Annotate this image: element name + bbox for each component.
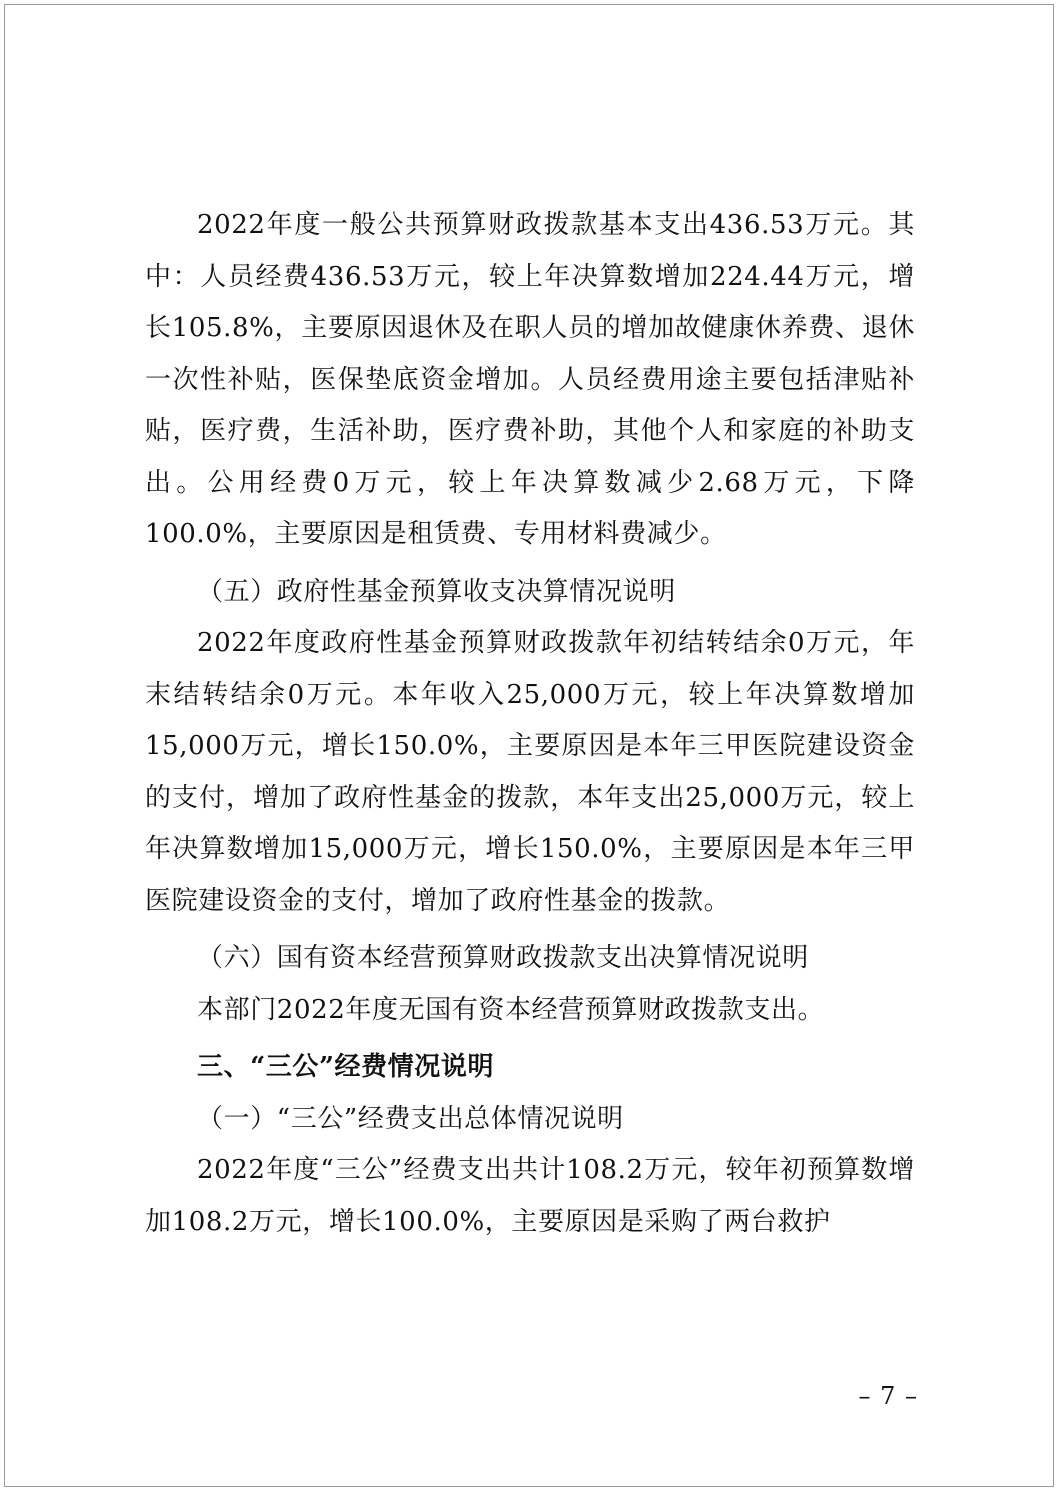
paragraph-basic-expenditure: 2022年度一般公共预算财政拨款基本支出436.53万元。其中：人员经费436.53万元，较上年决算数增加224.44万元，增长105.8%，主要原因退休及在职人员的增加故健康休养费、退休一次性补贴，医保垫底资金增加。人员经费用途主要包括津贴补贴，医疗费，生活补助，医疗费补助，其他个人和家庭的补助支出。公用经费0万元，较上年决算数减少2.68万元，下降100.0%，主要原因是租赁费、专用材料费减少。 <box>145 210 915 549</box>
paragraph-three-public-overview: 2022年度“三公”经费支出共计108.2万元，较年初预算数增加108.2万元，增长100.0%，主要原因是采购了两台救护 <box>145 1155 915 1237</box>
page-number: – 7 – <box>858 1382 918 1410</box>
document-body <box>145 200 915 1248</box>
heading-three-public-expenses: 三、“三公”经费情况说明 <box>197 1052 495 1082</box>
paragraph-government-fund: 2022年度政府性基金预算财政拨款年初结转结余0万元，年末结转结余0万元。本年收入25,000万元，较上年决算数增加15,000万元，增长150.0%，主要原因是本年三甲医院建设资金的支付，增加了政府性基金的拨款，本年支出25,000万元，较上年决算数增加15,000万元，增长150.0%，主要原因是本年三甲医院建设资金的支付，增加了政府性基金的拨款。 <box>145 628 915 916</box>
heading-state-capital: （六）国有资本经营预算财政拨款支出决算情况说明 <box>197 943 809 973</box>
paragraph-state-capital: 本部门2022年度无国有资本经营预算财政拨款支出。 <box>197 994 825 1025</box>
heading-government-fund: （五）政府性基金预算收支决算情况说明 <box>197 576 676 607</box>
heading-three-public-overview: （一）“三公”经费支出总体情况说明 <box>197 1103 624 1134</box>
